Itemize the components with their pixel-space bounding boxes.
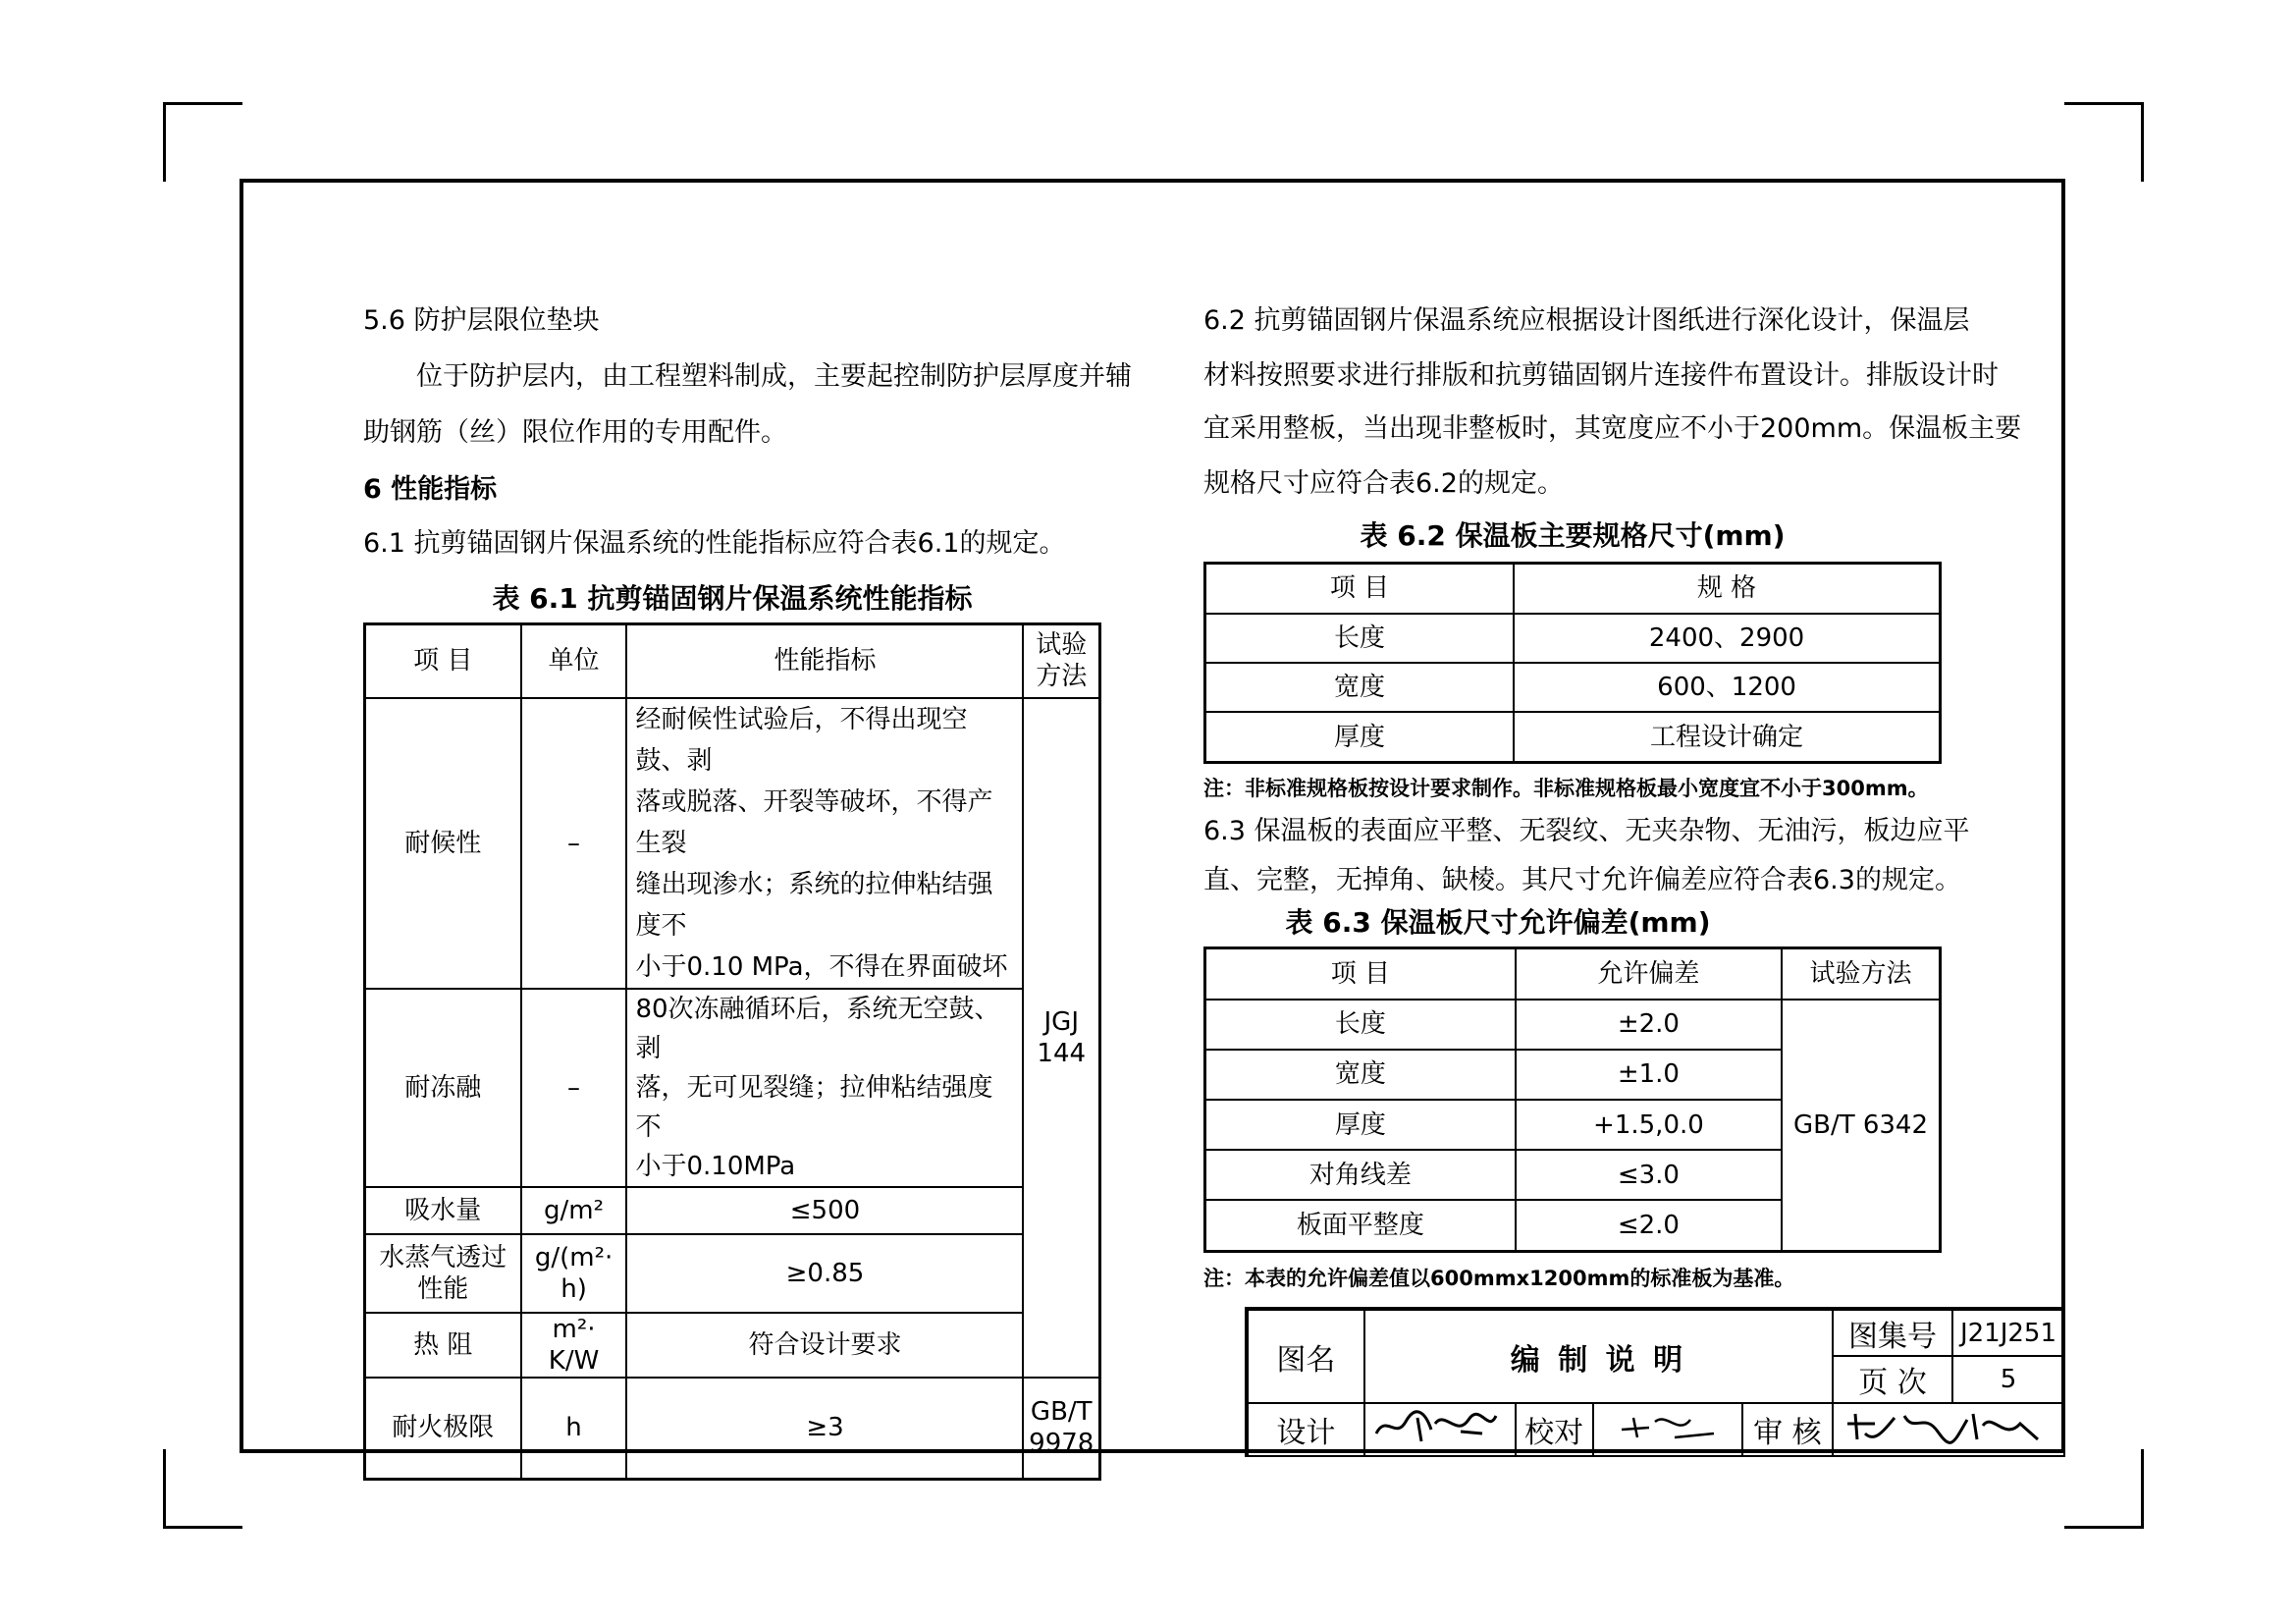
cell-item: 长度 bbox=[1205, 614, 1515, 663]
cell-spec: 600、1200 bbox=[1514, 663, 1940, 712]
drawing-name-label: 图名 bbox=[1247, 1309, 1364, 1403]
table-6-1-caption: 表 6.1 抗剪锚固钢片保温系统性能指标 bbox=[492, 582, 973, 615]
cell-index: 符合设计要求 bbox=[626, 1313, 1023, 1378]
header-item: 项 目 bbox=[1205, 948, 1516, 1000]
table-row bbox=[365, 1234, 1100, 1313]
cell-index: ≥3 bbox=[626, 1378, 1023, 1480]
crop-mark-bottom-right bbox=[2064, 1449, 2144, 1529]
table-row bbox=[365, 624, 1100, 698]
cell-item: 宽度 bbox=[1205, 1050, 1516, 1100]
cell-item: 厚度 bbox=[1205, 1100, 1516, 1150]
cell-spec: 工程设计确定 bbox=[1514, 712, 1940, 762]
table-6-3-caption: 表 6.3 保温板尺寸允许偏差(mm) bbox=[1285, 906, 1711, 939]
checker-signature-image bbox=[1594, 1404, 1741, 1447]
cell-unit: g/m² bbox=[521, 1187, 627, 1234]
header-index: 性能指标 bbox=[626, 624, 1023, 698]
cell-method-gbt: GB/T 9978 bbox=[1023, 1378, 1099, 1480]
header-method: 试验 方法 bbox=[1023, 624, 1099, 698]
cell-unit: g/(m²· h) bbox=[521, 1234, 627, 1313]
table-row bbox=[1205, 663, 1941, 712]
section-6-2-text-line2: 材料按照要求进行排版和抗剪锚固钢片连接件布置设计。排版设计时 bbox=[1203, 360, 1999, 391]
designer-signature bbox=[1364, 1403, 1516, 1456]
crop-mark-top-left bbox=[163, 102, 242, 182]
table-6-1 bbox=[363, 622, 1101, 1481]
cell-tolerance: ≤2.0 bbox=[1516, 1200, 1782, 1251]
cell-item: 板面平整度 bbox=[1205, 1200, 1516, 1251]
table-row bbox=[365, 1313, 1100, 1378]
page-label: 页 次 bbox=[1833, 1356, 1952, 1403]
atlas-number: J21J251 bbox=[1952, 1309, 2064, 1356]
crop-mark-bottom-left bbox=[163, 1449, 242, 1529]
cell-index: ≥0.85 bbox=[626, 1234, 1023, 1313]
cell-item: 热 阻 bbox=[365, 1313, 521, 1378]
designer-label: 设计 bbox=[1247, 1403, 1364, 1456]
header-item: 项 目 bbox=[1205, 564, 1515, 614]
table-row bbox=[365, 989, 1100, 1187]
header-tolerance: 允许偏差 bbox=[1516, 948, 1782, 1000]
section-6-1-text: 6.1 抗剪锚固钢片保温系统的性能指标应符合表6.1的规定。 bbox=[363, 528, 1066, 559]
section-6-3-text-line2: 直、完整，无掉角、缺棱。其尺寸允许偏差应符合表6.3的规定。 bbox=[1203, 865, 1961, 895]
cell-index: 80次冻融循环后，系统无空鼓、剥 落，无可见裂缝；拉伸粘结强度不 小于0.10MPa bbox=[626, 989, 1023, 1187]
cell-item: 耐火极限 bbox=[365, 1378, 521, 1480]
cell-item: 厚度 bbox=[1205, 712, 1515, 762]
table-row bbox=[365, 1378, 1100, 1480]
page-number: 5 bbox=[1952, 1356, 2064, 1403]
cell-index: ≤500 bbox=[626, 1187, 1023, 1234]
section-6-3-text-line1: 6.3 保温板的表面应平整、无裂纹、无夹杂物、无油污，板边应平 bbox=[1203, 816, 1970, 846]
cell-item: 水蒸气透过 性能 bbox=[365, 1234, 521, 1313]
checker-signature bbox=[1593, 1403, 1742, 1456]
header-spec: 规 格 bbox=[1514, 564, 1940, 614]
cell-item: 宽度 bbox=[1205, 663, 1515, 712]
table-row bbox=[1205, 1000, 1941, 1050]
section-6-title: 6 性能指标 bbox=[363, 474, 498, 505]
title-block bbox=[1245, 1307, 2065, 1457]
cell-index: 经耐候性试验后，不得出现空鼓、剥 落或脱落、开裂等破坏，不得产生裂 缝出现渗水；系统的拉伸粘结强度不 小于0.10 MPa，不得在界面破坏 bbox=[626, 698, 1023, 989]
drawing-name: 编 制 说 明 bbox=[1364, 1309, 1833, 1403]
cell-tolerance: ≤3.0 bbox=[1516, 1150, 1782, 1200]
table-row bbox=[1205, 614, 1941, 663]
table-6-2-caption: 表 6.2 保温板主要规格尺寸(mm) bbox=[1360, 519, 1786, 552]
cell-item: 长度 bbox=[1205, 1000, 1516, 1050]
cell-tolerance: +1.5,0.0 bbox=[1516, 1100, 1782, 1150]
checker-label: 校对 bbox=[1516, 1403, 1593, 1456]
cell-tolerance: ±2.0 bbox=[1516, 1000, 1782, 1050]
table-6-3-note: 注：本表的允许偏差值以600mmx1200mm的标准板为基准。 bbox=[1203, 1267, 1795, 1290]
table-row bbox=[365, 1187, 1100, 1234]
cell-item: 耐候性 bbox=[365, 698, 521, 989]
table-6-2 bbox=[1203, 562, 1942, 764]
table-6-2-note: 注：非标准规格板按设计要求制作。非标准规格板最小宽度宜不小于300mm。 bbox=[1203, 777, 1929, 800]
header-item: 项 目 bbox=[365, 624, 521, 698]
cell-unit: – bbox=[521, 698, 627, 989]
section-5-6-title: 5.6 防护层限位垫块 bbox=[363, 305, 600, 336]
cell-unit: m²· K/W bbox=[521, 1313, 627, 1378]
section-6-2-text-line1: 6.2 抗剪锚固钢片保温系统应根据设计图纸进行深化设计，保温层 bbox=[1203, 305, 1970, 336]
section-5-6-text-line1: 位于防护层内，由工程塑料制成，主要起控制防护层厚度并辅 bbox=[416, 361, 1132, 392]
atlas-number-label: 图集号 bbox=[1833, 1309, 1952, 1356]
table-row bbox=[365, 698, 1100, 989]
cell-item: 对角线差 bbox=[1205, 1150, 1516, 1200]
header-unit: 单位 bbox=[521, 624, 627, 698]
cell-item: 耐冻融 bbox=[365, 989, 521, 1187]
cell-unit: – bbox=[521, 989, 627, 1187]
reviewer-label: 审 核 bbox=[1742, 1403, 1833, 1456]
cell-method-jgj: JGJ 144 bbox=[1023, 698, 1099, 1378]
header-method: 试验方法 bbox=[1782, 948, 1941, 1000]
table-row bbox=[1205, 948, 1941, 1000]
reviewer-signature-image bbox=[1836, 1404, 2061, 1447]
cell-item: 吸水量 bbox=[365, 1187, 521, 1234]
table-row bbox=[1205, 712, 1941, 762]
section-5-6-text-line2: 助钢筋（丝）限位作用的专用配件。 bbox=[363, 417, 787, 448]
cell-spec: 2400、2900 bbox=[1514, 614, 1940, 663]
section-6-2-text-line4: 规格尺寸应符合表6.2的规定。 bbox=[1203, 468, 1564, 499]
designer-signature-image bbox=[1366, 1404, 1514, 1447]
section-6-2-text-line3: 宜采用整板，当出现非整板时，其宽度应不小于200mm。保温板主要 bbox=[1203, 413, 2022, 444]
cell-tolerance: ±1.0 bbox=[1516, 1050, 1782, 1100]
table-row bbox=[1205, 564, 1941, 614]
reviewer-signature bbox=[1833, 1403, 2064, 1456]
cell-method: GB/T 6342 bbox=[1782, 1000, 1941, 1252]
crop-mark-top-right bbox=[2064, 102, 2144, 182]
cell-unit: h bbox=[521, 1378, 627, 1480]
table-6-3 bbox=[1203, 947, 1942, 1253]
